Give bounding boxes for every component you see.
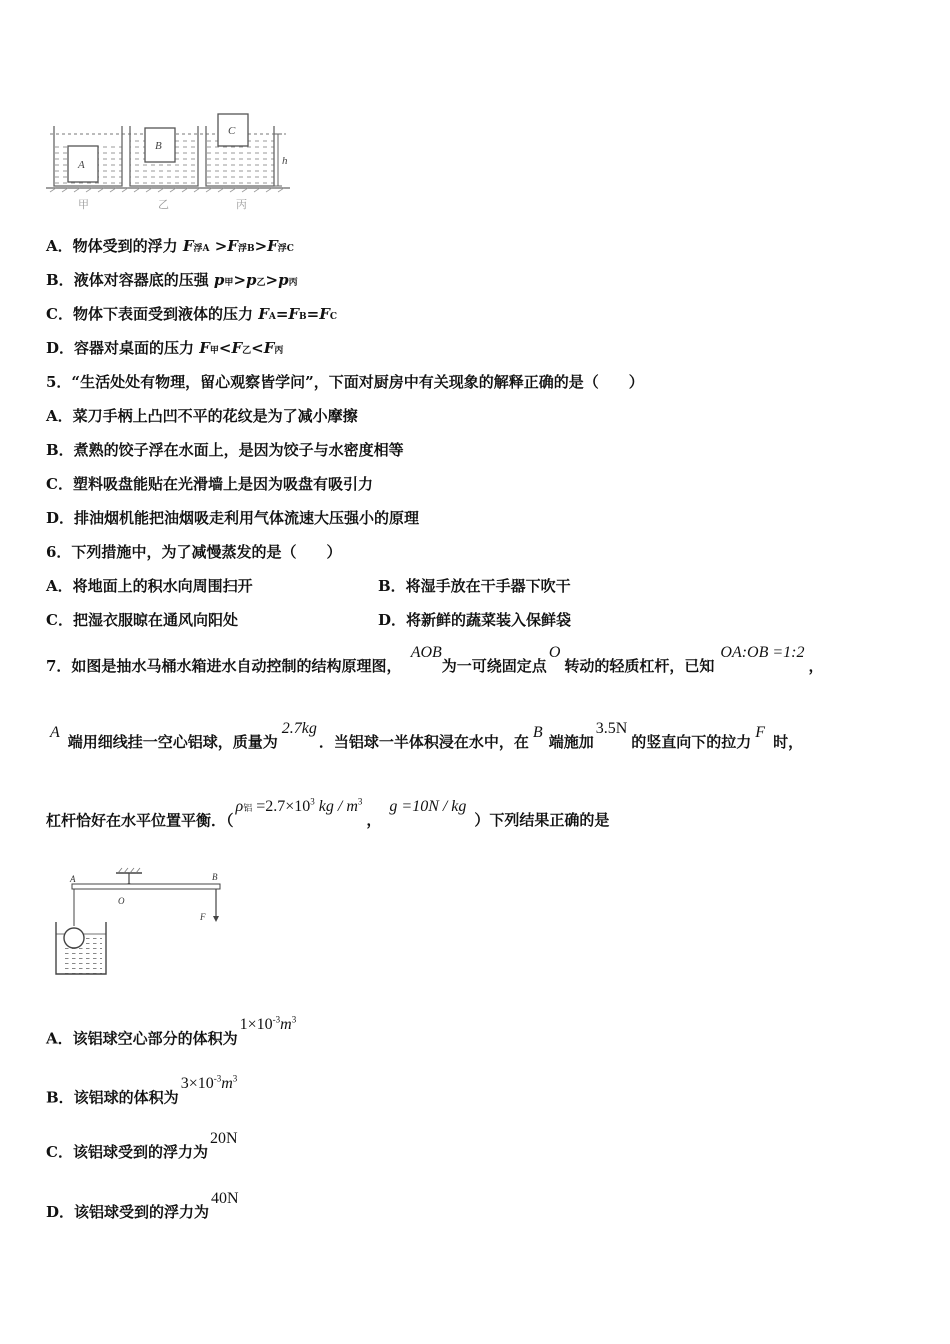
q7-option-c[interactable]: C．该铝球受到的浮力为20N <box>46 1130 238 1161</box>
block-b-label: B <box>155 140 162 152</box>
q6-option-b[interactable]: B．将湿手放在干手器下吹干 <box>378 577 571 595</box>
h-label: h <box>282 155 288 167</box>
caption-yi: 乙 <box>158 199 169 211</box>
q4-option-b[interactable]: B．液体对容器底的压强 p甲>p乙>p丙 <box>46 271 298 289</box>
block-a-label: A <box>78 159 85 171</box>
q5-option-c[interactable]: C．塑料吸盘能贴在光滑墙上是因为吸盘有吸引力 <box>46 475 373 493</box>
figure-lever <box>50 866 230 978</box>
lever-b-label: B <box>212 872 218 882</box>
q4-option-a[interactable]: A．物体受到的浮力 F浮A >F浮B>F浮C <box>46 237 294 255</box>
q7-option-d[interactable]: D．该铝球受到的浮力为40N <box>46 1190 239 1221</box>
block-c-label: C <box>228 125 236 137</box>
q7-option-b[interactable]: B．该铝球的体积为$3\times 10^{-3}m^3$ <box>46 1074 238 1107</box>
caption-bing: 丙 <box>236 199 247 211</box>
force-f-label: F <box>200 912 206 922</box>
lever-o-label: O <box>118 896 125 906</box>
q5-stem: 5．“生活处处有物理，留心观察皆学问”，下面对厨房中有关现象的解释正确的是（ ） <box>46 373 644 391</box>
figure-containers <box>46 108 296 212</box>
q5-option-a[interactable]: A．菜刀手柄上凸凹不平的花纹是为了减小摩擦 <box>46 407 358 425</box>
q4-option-d[interactable]: D．容器对桌面的压力 F甲<F乙<F丙 <box>46 339 284 357</box>
q7-stem-line1: 7．如图是抽水马桶水箱进水自动控制的结构原理图， AOB为一可绕固定点O转动的轻质杠杆，已知OA:OB =1:2， <box>46 644 824 675</box>
q7-option-a[interactable]: A．该铝球空心部分的体积为$1\times 10^{-3}m^3$ <box>46 1015 297 1048</box>
caption-jia: 甲 <box>78 199 89 211</box>
q7-stem-line3: 杠杆恰好在水平位置平衡．（ρ铝 $=2.7\times 10^3$ kg / $m^3$，g =10N / kg）下列结果正确的是 <box>46 797 610 830</box>
q4-option-c[interactable]: C．物体下表面受到液体的压力 FA=FB=FC <box>46 305 338 323</box>
q7-stem-line2: A端用细线挂一空心铝球，质量为2.7kg．当铝球一半体积浸在水中，在B端施加3.5N的竖直向下的拉力F时， <box>50 720 804 751</box>
q6-option-c[interactable]: C．把湿衣服晾在通风向阳处 <box>46 611 238 629</box>
q6-stem: 6．下列措施中，为了减慢蒸发的是（ ） <box>46 543 342 561</box>
q5-option-b[interactable]: B．煮熟的饺子浮在水面上，是因为饺子与水密度相等 <box>46 441 404 459</box>
q5-option-d[interactable]: D．排油烟机能把油烟吸走利用气体流速大压强小的原理 <box>46 509 420 527</box>
q6-option-d[interactable]: D．将新鲜的蔬菜装入保鲜袋 <box>378 611 572 629</box>
q6-option-a[interactable]: A．将地面上的积水向周围扫开 <box>46 577 253 595</box>
lever-a-label: A <box>70 874 76 884</box>
